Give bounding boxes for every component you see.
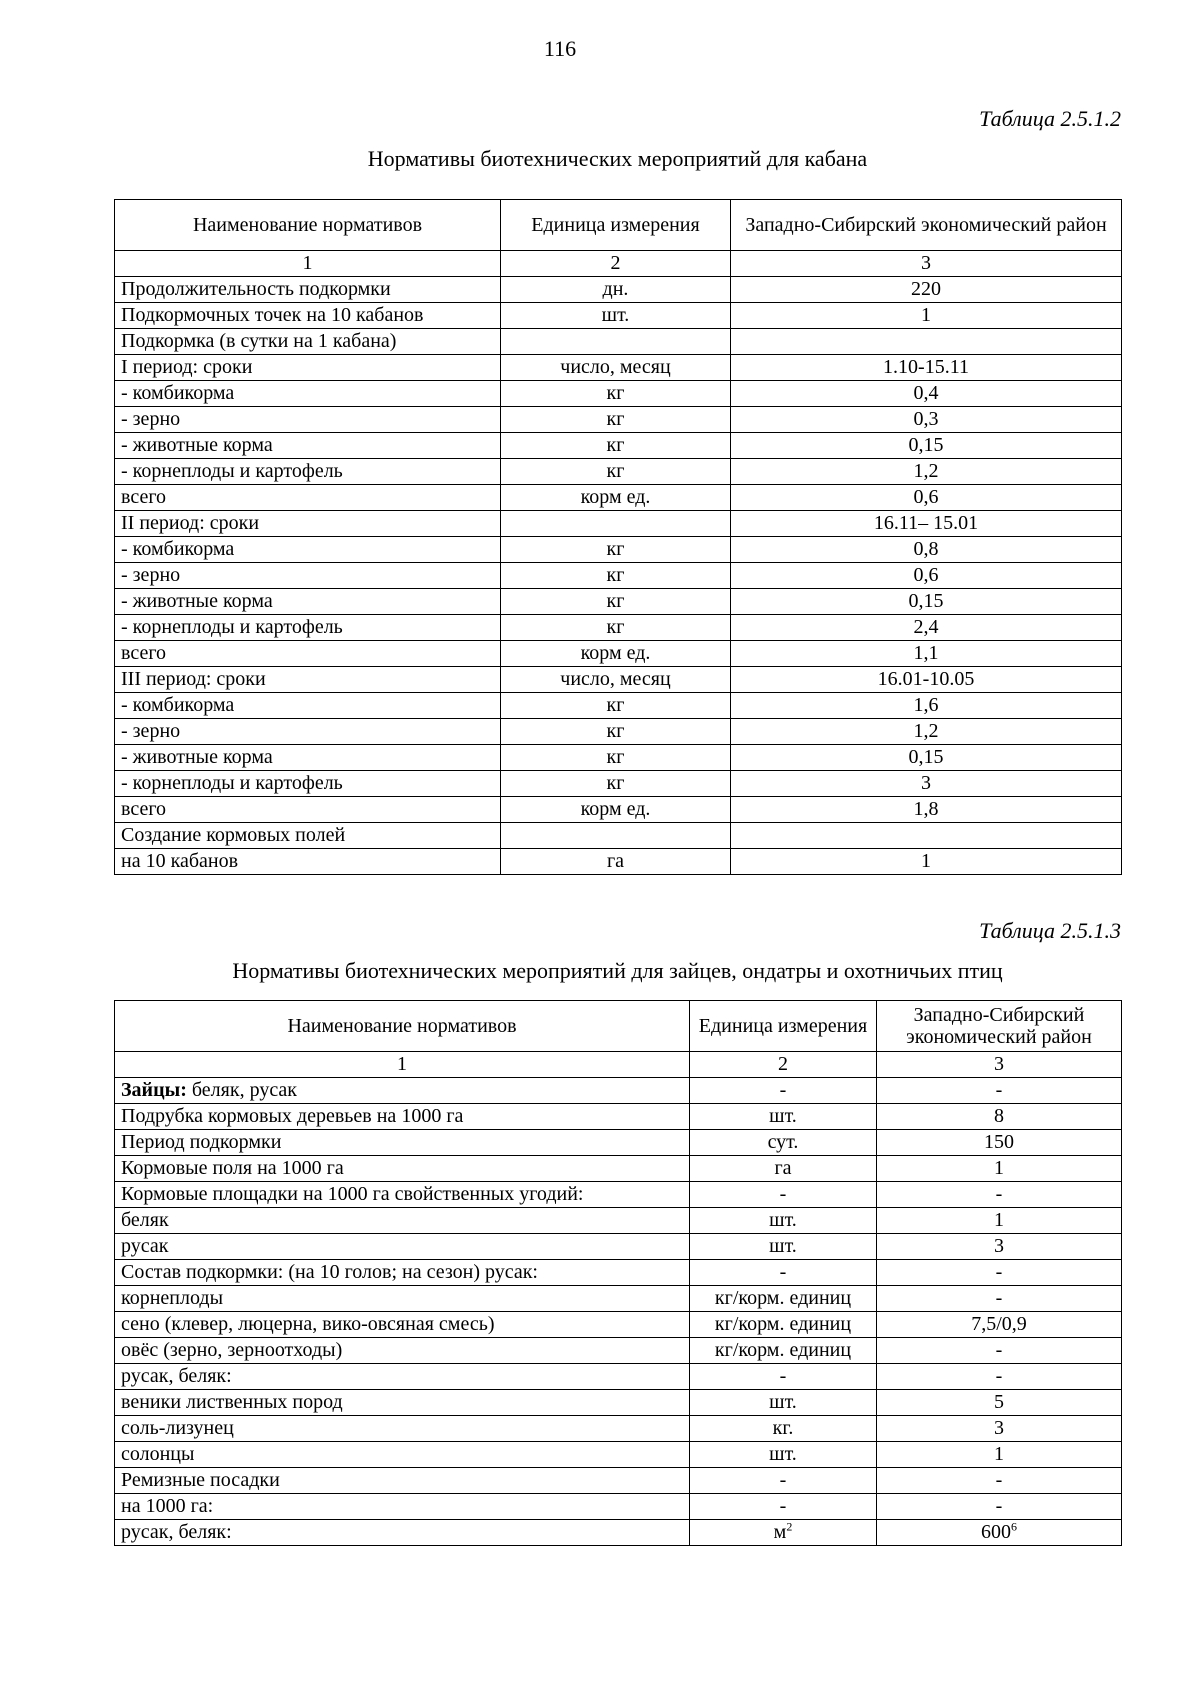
table-row xyxy=(115,1260,1122,1286)
column-number-cell: 3 xyxy=(877,1052,1122,1078)
table-row xyxy=(115,1364,1122,1390)
table1 xyxy=(114,199,1122,875)
row-unit-cell: дн. xyxy=(501,277,731,303)
row-unit-cell: сут. xyxy=(690,1130,877,1156)
row-name-cell: I период: сроки xyxy=(115,355,501,381)
row-unit-cell: кг. xyxy=(690,1416,877,1442)
row-name-cell: Создание кормовых полей xyxy=(115,823,501,849)
column-number-cell: 2 xyxy=(690,1052,877,1078)
row-name-cell: Кормовые поля на 1000 га xyxy=(115,1156,690,1182)
row-value-cell: 1.10-15.11 xyxy=(731,355,1122,381)
row-value-cell: 5 xyxy=(877,1390,1122,1416)
table-row xyxy=(115,1234,1122,1260)
row-unit-cell: шт. xyxy=(690,1442,877,1468)
table-row xyxy=(115,1494,1122,1520)
value-text: 600 xyxy=(981,1521,1011,1543)
row-name-cell: соль-лизунец xyxy=(115,1416,690,1442)
row-name-cell: - зерно xyxy=(115,407,501,433)
row-value-cell: 0,4 xyxy=(731,381,1122,407)
row-unit-cell: - xyxy=(690,1260,877,1286)
unit-text: м xyxy=(773,1521,787,1543)
table-row xyxy=(115,667,1122,693)
row-unit-cell: корм ед. xyxy=(501,485,731,511)
row-unit-cell: кг xyxy=(501,719,731,745)
row-unit-cell: кг xyxy=(501,771,731,797)
row-name-cell: - корнеплоды и картофель xyxy=(115,615,501,641)
row-value-cell: 1 xyxy=(877,1156,1122,1182)
row-unit-cell: - xyxy=(690,1494,877,1520)
row-name-cell: русак, беляк: xyxy=(115,1364,690,1390)
table1-label: Таблица 2.5.1.2 xyxy=(979,106,1121,131)
table-row xyxy=(115,511,1122,537)
table-row xyxy=(115,745,1122,771)
column-number-cell: 1 xyxy=(115,1052,690,1078)
column-number-cell: 2 xyxy=(501,251,731,277)
row-value-cell: - xyxy=(877,1182,1122,1208)
table-row xyxy=(115,1208,1122,1234)
row-value-cell xyxy=(877,1520,1122,1546)
row-unit-cell: число, месяц xyxy=(501,667,731,693)
row-unit-cell: га xyxy=(690,1156,877,1182)
row-unit-cell: кг xyxy=(501,615,731,641)
row-value-cell: 16.01-10.05 xyxy=(731,667,1122,693)
row-value-cell: 3 xyxy=(877,1234,1122,1260)
row-name-cell: - животные корма xyxy=(115,745,501,771)
row-value-cell: 8 xyxy=(877,1104,1122,1130)
table-row xyxy=(115,719,1122,745)
row-name-cell: - зерно xyxy=(115,719,501,745)
row-value-cell: 7,5/0,9 xyxy=(877,1312,1122,1338)
row-unit-cell: кг/корм. единиц xyxy=(690,1312,877,1338)
row-unit-cell: шт. xyxy=(690,1208,877,1234)
table-row xyxy=(115,537,1122,563)
row-name-cell: Состав подкормки: (на 10 голов; на сезон) русак: xyxy=(115,1260,690,1286)
table-row xyxy=(115,329,1122,355)
row-unit-cell: шт. xyxy=(690,1390,877,1416)
row-name-cell: - комбикорма xyxy=(115,381,501,407)
row-value-cell: - xyxy=(877,1364,1122,1390)
row-value-cell: 1,2 xyxy=(731,459,1122,485)
row-name-cell: всего xyxy=(115,797,501,823)
row-value-cell: - xyxy=(877,1494,1122,1520)
column-number-cell: 3 xyxy=(731,251,1122,277)
row-value-cell: 220 xyxy=(731,277,1122,303)
row-value-cell: 2,4 xyxy=(731,615,1122,641)
row-unit-cell xyxy=(690,1520,877,1546)
row-value-cell: 1,1 xyxy=(731,641,1122,667)
row-value-cell: 1 xyxy=(877,1208,1122,1234)
row-unit-cell: - xyxy=(690,1364,877,1390)
table-row xyxy=(115,589,1122,615)
row-name-cell: III период: сроки xyxy=(115,667,501,693)
column-number-cell: 1 xyxy=(115,251,501,277)
row-name-cell: Период подкормки xyxy=(115,1130,690,1156)
row-value-cell: - xyxy=(877,1468,1122,1494)
table-row xyxy=(115,1338,1122,1364)
row-unit-cell: кг xyxy=(501,745,731,771)
row-unit-cell: кг/корм. единиц xyxy=(690,1338,877,1364)
row-unit-cell: шт. xyxy=(501,303,731,329)
header-cell: Наименование нормативов xyxy=(115,200,501,251)
row-name-cell: корнеплоды xyxy=(115,1286,690,1312)
table-row xyxy=(115,1442,1122,1468)
table2-label: Таблица 2.5.1.3 xyxy=(979,918,1121,943)
header-cell: Западно-Сибирский экономический район xyxy=(877,1001,1122,1052)
table-row xyxy=(115,1416,1122,1442)
table1-title: Нормативы биотехнических мероприятий для кабана xyxy=(367,146,868,171)
row-value-cell: 0,15 xyxy=(731,433,1122,459)
section-rest: беляк, русак xyxy=(186,1079,298,1101)
table-row xyxy=(115,1468,1122,1494)
row-name-cell xyxy=(115,1078,690,1104)
header-cell: Единица измерения xyxy=(690,1001,877,1052)
table-row xyxy=(115,1130,1122,1156)
table-row xyxy=(115,407,1122,433)
row-value-cell: 0,15 xyxy=(731,589,1122,615)
table2 xyxy=(114,1000,1122,1546)
row-name-cell: - комбикорма xyxy=(115,537,501,563)
row-unit-cell: кг xyxy=(501,693,731,719)
section-lead: Зайцы: xyxy=(121,1079,187,1101)
row-name-cell: - комбикорма xyxy=(115,693,501,719)
row-name-cell: Продолжительность подкормки xyxy=(115,277,501,303)
row-unit-cell: - xyxy=(690,1078,877,1104)
row-value-cell: - xyxy=(877,1338,1122,1364)
table-row xyxy=(115,1520,1122,1546)
row-name-cell: Ремизные посадки xyxy=(115,1468,690,1494)
row-value-cell: 16.11– 15.01 xyxy=(731,511,1122,537)
table-header-row xyxy=(115,200,1122,251)
row-unit-cell: корм ед. xyxy=(501,797,731,823)
table-row xyxy=(115,1182,1122,1208)
row-name-cell: Подрубка кормовых деревьев на 1000 га xyxy=(115,1104,690,1130)
table-row xyxy=(115,1104,1122,1130)
row-unit-cell xyxy=(501,511,731,537)
row-value-cell: 1 xyxy=(731,303,1122,329)
row-value-cell: 0,8 xyxy=(731,537,1122,563)
row-name-cell: овёс (зерно, зерноотходы) xyxy=(115,1338,690,1364)
row-unit-cell xyxy=(501,823,731,849)
row-name-cell: на 10 кабанов xyxy=(115,849,501,875)
row-unit-cell: кг xyxy=(501,563,731,589)
row-value-cell: 1 xyxy=(731,849,1122,875)
row-unit-cell: кг xyxy=(501,537,731,563)
row-name-cell: Кормовые площадки на 1000 га свойственных угодий: xyxy=(115,1182,690,1208)
row-value-cell: - xyxy=(877,1078,1122,1104)
row-name-cell: всего xyxy=(115,641,501,667)
column-number-row xyxy=(115,1052,1122,1078)
row-value-cell: - xyxy=(877,1286,1122,1312)
row-name-cell: беляк xyxy=(115,1208,690,1234)
row-name-cell: - зерно xyxy=(115,563,501,589)
table-row xyxy=(115,303,1122,329)
page-number: 116 xyxy=(543,36,577,61)
row-name-cell: русак xyxy=(115,1234,690,1260)
row-value-cell: 1,6 xyxy=(731,693,1122,719)
row-name-cell: - животные корма xyxy=(115,589,501,615)
table-row xyxy=(115,641,1122,667)
row-unit-cell: кг xyxy=(501,459,731,485)
row-name-cell: - животные корма xyxy=(115,433,501,459)
table-row xyxy=(115,797,1122,823)
header-cell: Наименование нормативов xyxy=(115,1001,690,1052)
table-row xyxy=(115,1390,1122,1416)
row-unit-cell: число, месяц xyxy=(501,355,731,381)
table-row xyxy=(115,1312,1122,1338)
row-name-cell: Подкормочных точек на 10 кабанов xyxy=(115,303,501,329)
table-row xyxy=(115,771,1122,797)
row-name-cell: II период: сроки xyxy=(115,511,501,537)
row-value-cell: 0,6 xyxy=(731,485,1122,511)
row-value-cell: 0,15 xyxy=(731,745,1122,771)
row-value-cell: 1,8 xyxy=(731,797,1122,823)
table-row xyxy=(115,485,1122,511)
row-value-cell xyxy=(731,823,1122,849)
table-row xyxy=(115,381,1122,407)
row-unit-cell xyxy=(501,329,731,355)
row-value-cell: 1 xyxy=(877,1442,1122,1468)
row-unit-cell: шт. xyxy=(690,1104,877,1130)
row-unit-cell: га xyxy=(501,849,731,875)
table2-title: Нормативы биотехнических мероприятий для зайцев, ондатры и охотничьих птиц xyxy=(232,958,1003,983)
row-value-cell: 0,6 xyxy=(731,563,1122,589)
table-row xyxy=(115,563,1122,589)
table-row xyxy=(115,433,1122,459)
row-unit-cell: кг xyxy=(501,589,731,615)
row-value-cell: 150 xyxy=(877,1130,1122,1156)
row-unit-cell: корм ед. xyxy=(501,641,731,667)
value-superscript: 6 xyxy=(1011,1519,1017,1534)
table-row xyxy=(115,823,1122,849)
row-value-cell: 3 xyxy=(731,771,1122,797)
unit-superscript: 2 xyxy=(786,1519,793,1534)
row-value-cell xyxy=(731,329,1122,355)
table-row xyxy=(115,459,1122,485)
row-unit-cell: - xyxy=(690,1468,877,1494)
row-unit-cell: шт. xyxy=(690,1234,877,1260)
row-name-cell: веники лиственных пород xyxy=(115,1390,690,1416)
row-unit-cell: кг/корм. единиц xyxy=(690,1286,877,1312)
row-name-cell: Подкормка (в сутки на 1 кабана) xyxy=(115,329,501,355)
table-row xyxy=(115,849,1122,875)
table-row xyxy=(115,693,1122,719)
table-row xyxy=(115,615,1122,641)
table-row xyxy=(115,1286,1122,1312)
row-value-cell: - xyxy=(877,1260,1122,1286)
table-row xyxy=(115,1078,1122,1104)
row-name-cell: солонцы xyxy=(115,1442,690,1468)
row-name-cell: всего xyxy=(115,485,501,511)
column-number-row xyxy=(115,251,1122,277)
table-header-row xyxy=(115,1001,1122,1052)
table-row xyxy=(115,355,1122,381)
row-name-cell: русак, беляк: xyxy=(115,1520,690,1546)
table-row xyxy=(115,277,1122,303)
row-name-cell: сено (клевер, люцерна, вико-овсяная смесь) xyxy=(115,1312,690,1338)
header-cell: Западно-Сибирский экономический район xyxy=(731,200,1122,251)
row-unit-cell: - xyxy=(690,1182,877,1208)
table-row xyxy=(115,1156,1122,1182)
row-name-cell: на 1000 га: xyxy=(115,1494,690,1520)
row-unit-cell: кг xyxy=(501,433,731,459)
row-value-cell: 3 xyxy=(877,1416,1122,1442)
row-name-cell: - корнеплоды и картофель xyxy=(115,459,501,485)
row-value-cell: 1,2 xyxy=(731,719,1122,745)
row-name-cell: - корнеплоды и картофель xyxy=(115,771,501,797)
header-cell: Единица измерения xyxy=(501,200,731,251)
row-unit-cell: кг xyxy=(501,407,731,433)
row-unit-cell: кг xyxy=(501,381,731,407)
row-value-cell: 0,3 xyxy=(731,407,1122,433)
